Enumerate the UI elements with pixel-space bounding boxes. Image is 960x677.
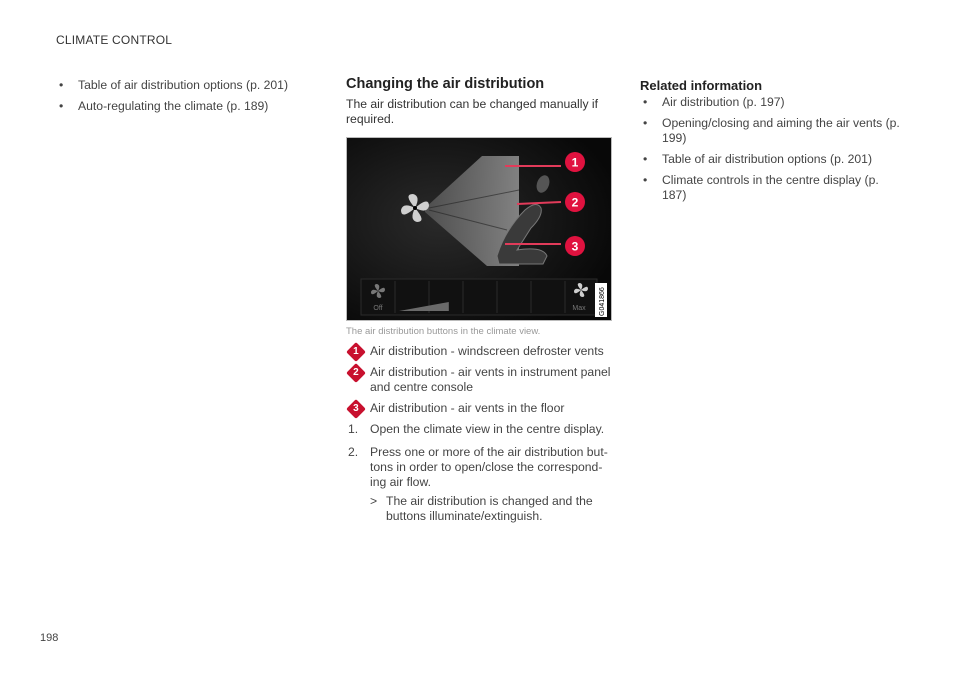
climate-view-illustration <box>347 138 611 320</box>
callout-marker-1 <box>565 152 585 172</box>
related-link[interactable]: • Table of air distribution options (p. 201) <box>643 152 873 166</box>
section-header: CLIMATE CONTROL <box>56 33 173 47</box>
callout-badge: 1 <box>346 342 366 362</box>
svg-text:3: 3 <box>571 239 579 254</box>
result-arrow-icon: > <box>370 494 378 508</box>
related-title: Related information <box>640 78 763 93</box>
figure-caption: The air distribution buttons in the climate view. <box>346 326 541 337</box>
callout-badge: 3 <box>346 399 366 419</box>
related-link[interactable]: • Climate controls in the centre display (p. 187) <box>643 173 879 202</box>
intro-text: The air distribution can be changed manually if required. <box>346 97 599 126</box>
svg-text:1: 1 <box>571 155 579 170</box>
callout-list <box>346 344 616 416</box>
main-column <box>346 76 616 532</box>
callout-marker-3 <box>565 236 585 256</box>
step-result: > The air distribution is changed and the buttons illuminate/extinguish. <box>370 494 593 523</box>
figure-code: G041866 <box>599 287 606 316</box>
callout-item: 3 Air distribution - air vents in the floor <box>346 401 616 416</box>
fan-off-label: Off <box>373 305 383 312</box>
fan-max-label: Max <box>572 305 586 312</box>
related-link[interactable]: • Air distribution (p. 197) <box>643 95 785 109</box>
related-list <box>640 95 900 203</box>
page-title: Changing the air distribution <box>346 76 545 92</box>
fan-speed-bar <box>361 279 597 315</box>
steps-list <box>346 422 616 524</box>
list-item[interactable]: • Table of air distribution options (p. 201) <box>59 78 289 92</box>
page-number: 198 <box>40 632 59 644</box>
related-link[interactable]: • Opening/closing and aiming the air vents (p. 199) <box>643 116 900 145</box>
left-column <box>56 78 316 120</box>
svg-text:2: 2 <box>571 195 579 210</box>
climate-view-figure <box>346 137 612 321</box>
callout-item: 1 Air distribution - windscreen defroster vents <box>346 344 616 359</box>
related-information <box>640 78 900 209</box>
list-item[interactable]: • Auto-regulating the climate (p. 189) <box>59 99 269 113</box>
left-bullet-list <box>56 78 316 114</box>
step-item: 1. Open the climate view in the centre display. <box>348 422 605 436</box>
callout-item: 2 Air distribution - air vents in instrument panel and centre console <box>346 365 616 395</box>
callout-badge: 2 <box>346 363 366 383</box>
callout-marker-2 <box>565 192 585 212</box>
step-item: 2. Press one or more of the air distribution but-tons in order to open/close the correspond-ing air flow. > The air distribution is changed and the buttons illuminate/extinguish. <box>346 445 616 524</box>
